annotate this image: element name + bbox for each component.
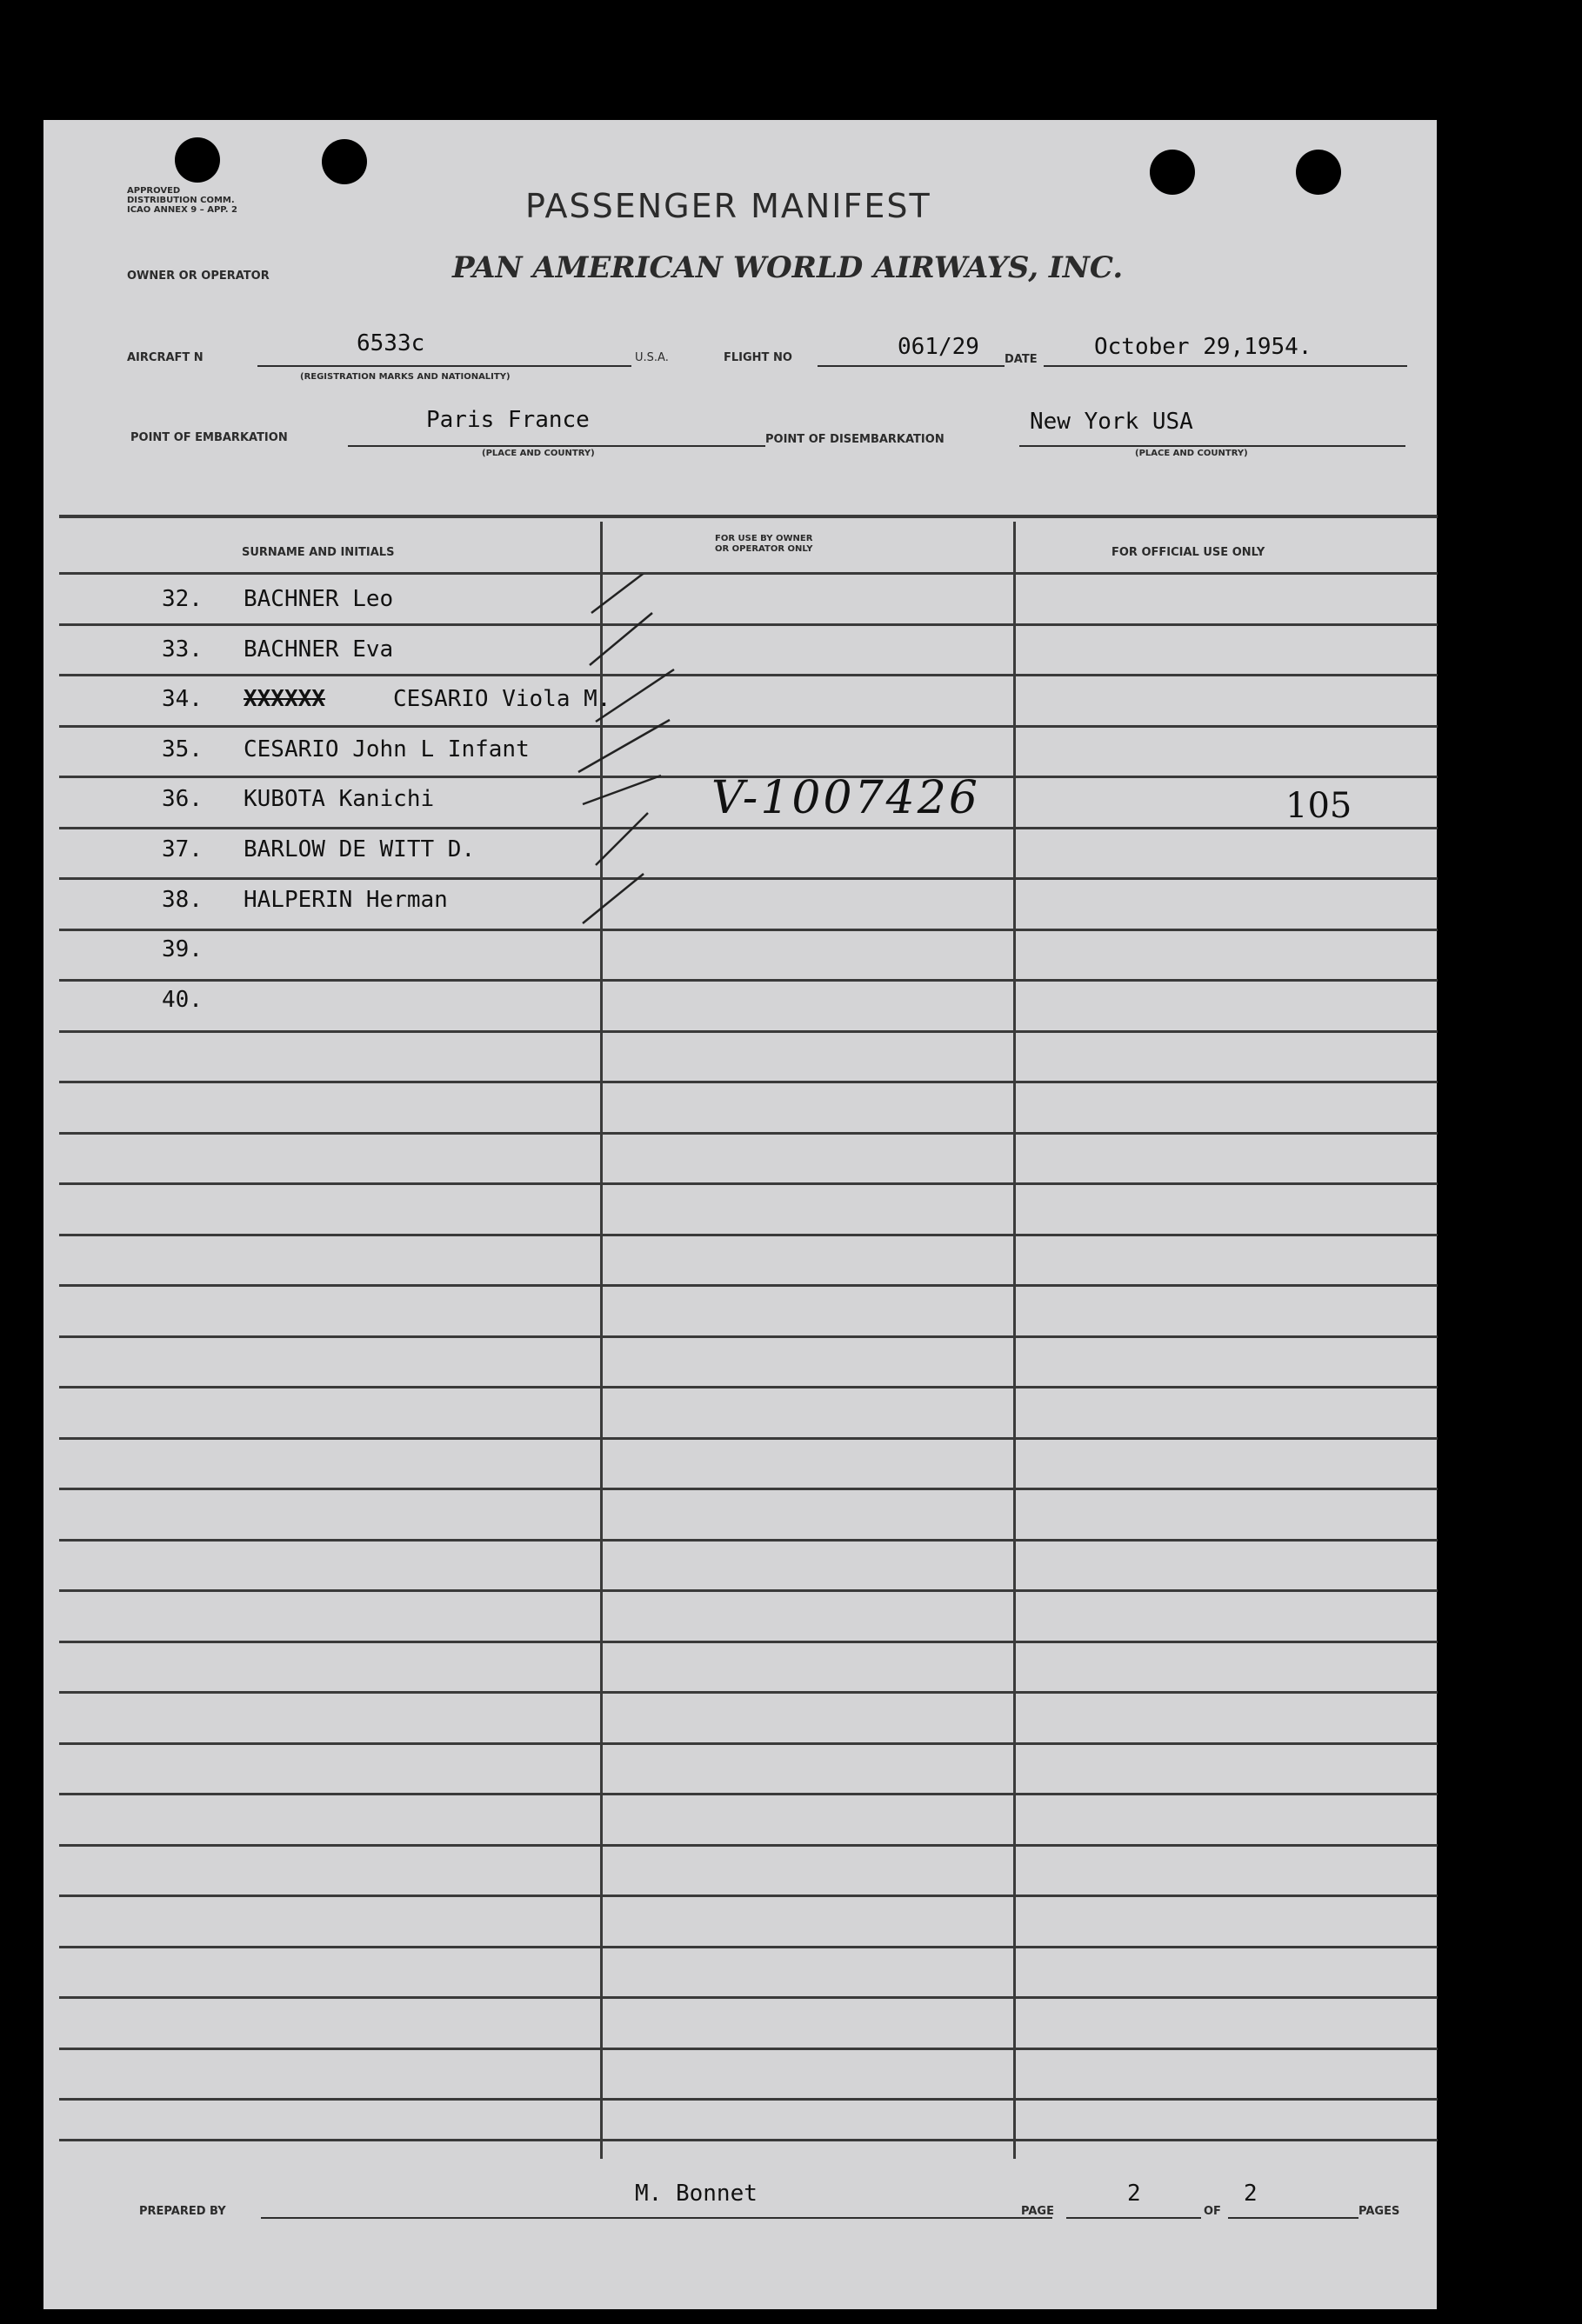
page-value: 2 [1127, 2181, 1141, 2207]
passenger-number: 35. [162, 736, 203, 762]
disembark-value: New York USA [1030, 409, 1193, 435]
table-rule [59, 1386, 1438, 1388]
table-rule [59, 725, 1438, 728]
date-label: DATE [1005, 353, 1038, 366]
table-rule [59, 929, 1438, 931]
footer-rule [59, 2139, 1438, 2141]
table-rule [59, 1488, 1438, 1490]
embark-label: POINT OF EMBARKATION [130, 431, 288, 444]
aircraft-value: 6533c [357, 330, 425, 356]
table-rule [59, 877, 1438, 880]
of-value: 2 [1244, 2181, 1258, 2207]
passenger-name: CESARIO Viola M. [393, 686, 611, 712]
table-rule [59, 2098, 1438, 2101]
table-rule [59, 979, 1438, 982]
table-rule [59, 1844, 1438, 1847]
punch-hole [175, 137, 220, 183]
table-rule [59, 1894, 1438, 1897]
passenger-name: BACHNER Eva [244, 636, 394, 663]
official-mark: 105 [1285, 786, 1352, 826]
passenger-number: 34. [162, 686, 203, 712]
table-rule [59, 623, 1438, 626]
table-rule [59, 674, 1438, 676]
owner-label: OWNER OR OPERATOR [127, 270, 270, 283]
approval-line: DISTRIBUTION COMM. [127, 196, 235, 205]
table-rule [59, 1589, 1438, 1592]
aircraft-label: AIRCRAFT N [127, 351, 204, 364]
disembark-sublabel: (PLACE AND COUNTRY) [1135, 449, 1248, 458]
passenger-number: 37. [162, 836, 203, 862]
page-title: PASSENGER MANIFEST [525, 187, 931, 225]
col-header-official: FOR OFFICIAL USE ONLY [1111, 546, 1265, 559]
table-rule [59, 1793, 1438, 1795]
approval-stamp [127, 186, 237, 215]
table-rule [59, 1691, 1438, 1694]
table-rule [59, 1081, 1438, 1083]
flight-value: 061/29 [898, 334, 979, 360]
table-rule [59, 1182, 1438, 1185]
table-rule [59, 1132, 1438, 1135]
visa-number: V-1007426 [711, 772, 980, 824]
passenger-number: 36. [162, 786, 203, 812]
prepared-value: M. Bonnet [635, 2181, 758, 2207]
passenger-number: 38. [162, 887, 203, 913]
table-top-rule [59, 515, 1438, 518]
approval-line: ICAO ANNEX 9 – APP. 2 [127, 205, 238, 215]
table-rule [59, 1641, 1438, 1643]
table-rule [59, 1437, 1438, 1440]
prepared-label: PREPARED BY [139, 2205, 226, 2218]
checkmarks [574, 574, 696, 939]
table-rule [59, 1996, 1438, 1999]
punch-hole [1296, 150, 1341, 195]
column-divider [1013, 522, 1016, 2159]
passenger-number: 39. [162, 936, 203, 962]
nationality-label: U.S.A. [635, 351, 669, 364]
passenger-name: BARLOW DE WITT D. [244, 836, 476, 862]
aircraft-sublabel: (REGISTRATION MARKS AND NATIONALITY) [300, 372, 511, 382]
col-header-owner: FOR USE BY OWNER OR OPERATOR ONLY [715, 534, 813, 554]
table-rule [59, 1539, 1438, 1542]
col-header-names: SURNAME AND INITIALS [242, 546, 395, 559]
table-rule [59, 827, 1438, 829]
operator-name: PAN AMERICAN WORLD AIRWAYS, INC. [452, 250, 1124, 285]
table-rule [59, 1284, 1438, 1287]
table-rule [59, 2048, 1438, 2050]
approval-line: APPROVED [127, 186, 181, 196]
table-rule [59, 1742, 1438, 1745]
passenger-name: CESARIO John L Infant [244, 736, 530, 762]
passenger-name: BACHNER Leo [244, 586, 394, 612]
passenger-name: HALPERIN Herman [244, 887, 448, 913]
page-label: PAGE [1021, 2205, 1054, 2218]
table-rule [59, 1946, 1438, 1948]
passenger-number: 32. [162, 586, 203, 612]
struck-text: XXXXXX [244, 686, 325, 712]
passenger-number: 33. [162, 636, 203, 663]
disembark-label: POINT OF DISEMBARKATION [765, 433, 945, 446]
table-rule [59, 1335, 1438, 1338]
of-label: OF [1204, 2205, 1221, 2218]
flight-label: FLIGHT NO [724, 351, 792, 364]
punch-hole [322, 139, 367, 184]
table-rule [59, 1030, 1438, 1033]
table-rule [59, 1234, 1438, 1236]
passenger-number: 40. [162, 987, 203, 1013]
embark-sublabel: (PLACE AND COUNTRY) [482, 449, 595, 458]
embark-value: Paris France [426, 407, 590, 433]
date-value: October 29,1954. [1094, 334, 1312, 360]
punch-hole [1150, 150, 1195, 195]
table-rule [59, 572, 1438, 575]
pages-label: PAGES [1358, 2205, 1400, 2218]
passenger-name: KUBOTA Kanichi [244, 786, 435, 812]
